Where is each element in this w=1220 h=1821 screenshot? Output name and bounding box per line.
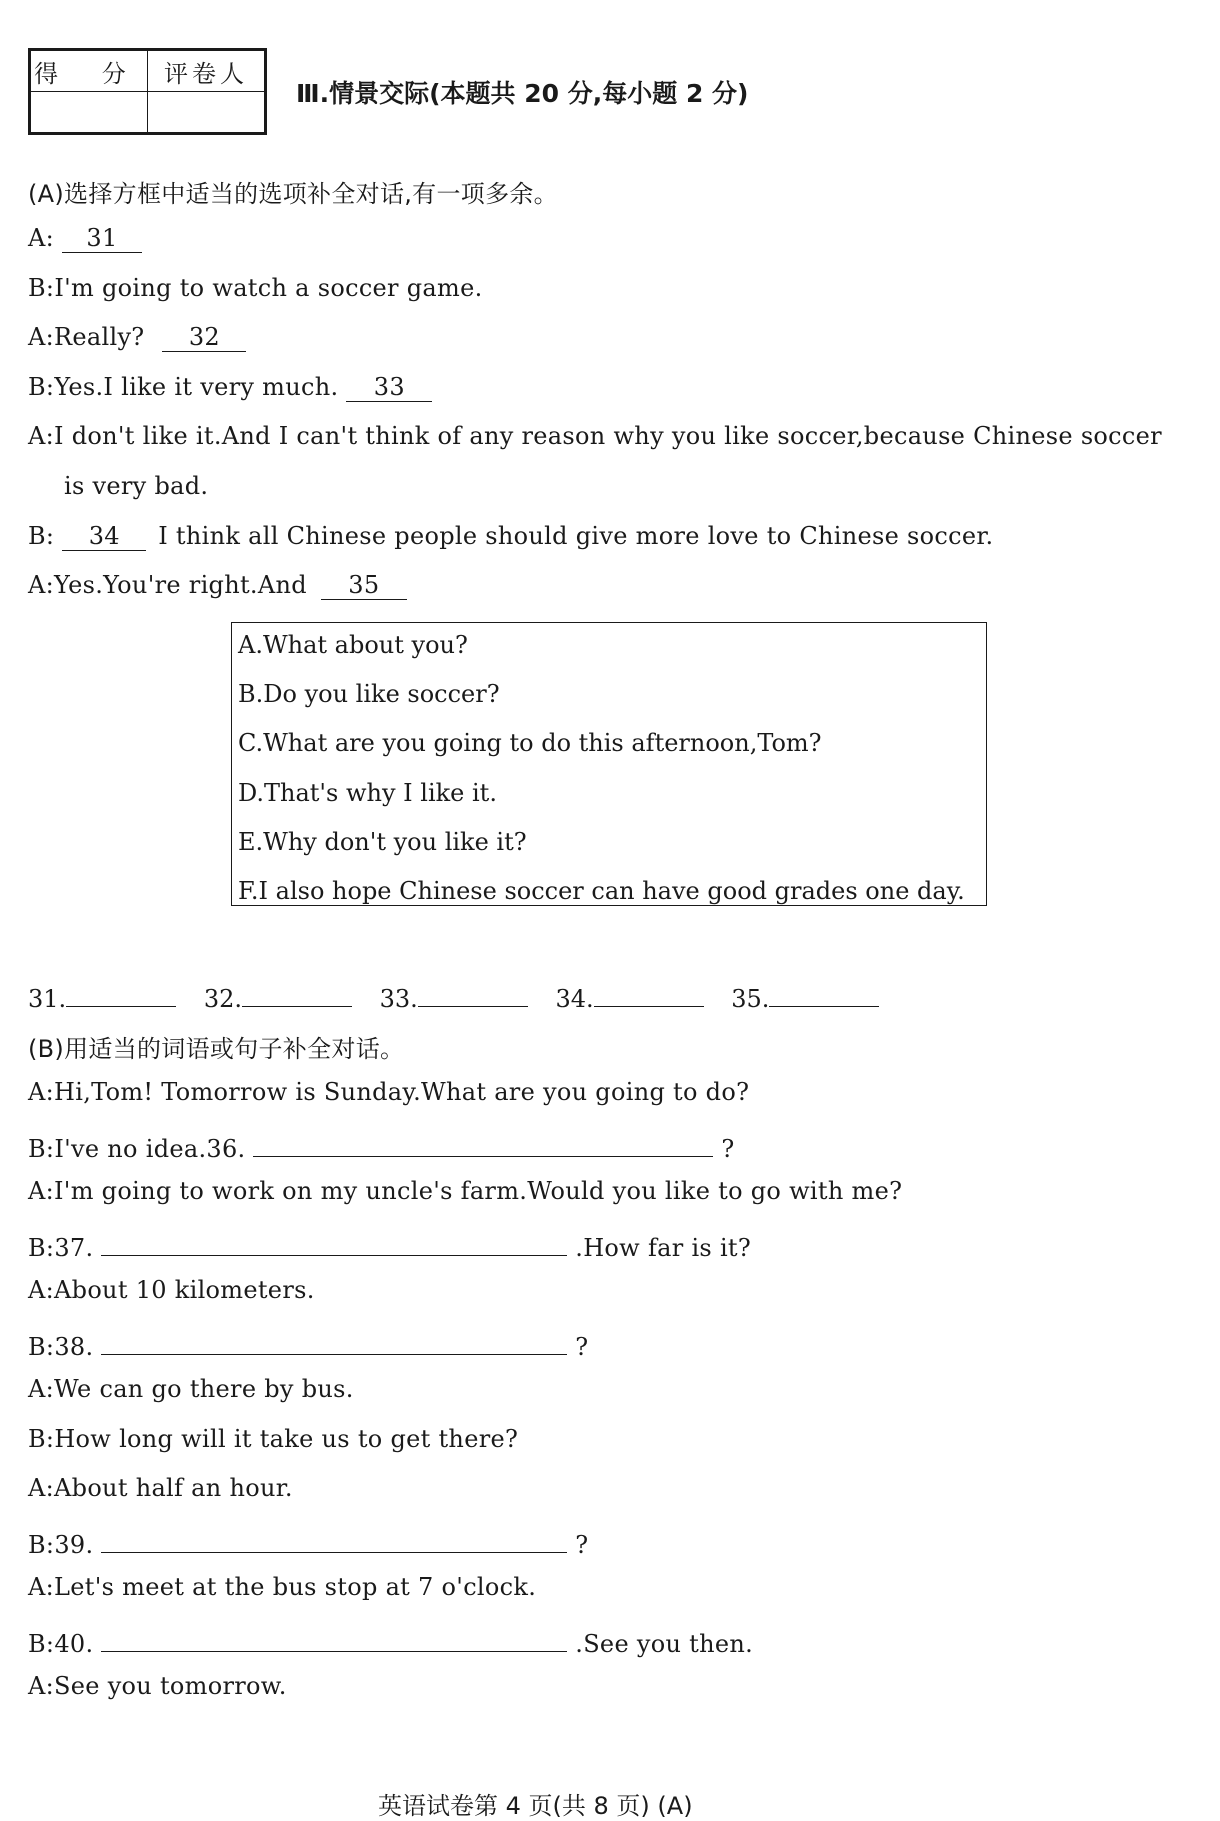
part-b-instruction: (B)用适当的词语或句子补全对话。 [28,1035,405,1063]
dialogue-text: .See you then. [575,1630,754,1658]
dialogue-line: A:About 10 kilometers. [28,1276,315,1304]
dialogue-line [28,1227,751,1262]
option-f: F.I also hope Chinese soccer can have good grades one day. [238,877,965,905]
answer-field-31[interactable] [66,980,176,1007]
answer-blank-34[interactable]: 34 [62,522,146,551]
dialogue-line: B:How long will it take us to get there? [28,1425,519,1453]
grader-label: 评卷人 [148,50,266,92]
answer-blank-40[interactable] [101,1623,567,1652]
score-table [28,48,267,135]
score-cell[interactable] [30,92,148,134]
dialogue-line [28,373,432,402]
option-b: B.Do you like soccer? [238,680,500,708]
speaker-prefix: B:40. [28,1630,94,1658]
option-d: D.That's why I like it. [238,779,497,807]
answer-item [731,980,879,1013]
dialogue-line [28,1326,588,1361]
answer-label: 35. [731,985,770,1013]
dialogue-line: A:I don't like it.And I can't think of any reason why you like soccer,because Chinese soccer [28,422,1162,450]
answer-label: 33. [379,985,418,1013]
answer-blank-36[interactable] [253,1128,713,1157]
speaker-prefix: B:38. [28,1333,94,1361]
speaker-prefix: A:Yes.You're right.And [28,571,307,599]
answer-field-35[interactable] [769,980,879,1007]
speaker-prefix: B:37. [28,1234,94,1262]
speaker-prefix: B: [28,522,55,550]
speaker-prefix: B:Yes.I like it very much. [28,373,339,401]
answer-blank-31[interactable]: 31 [62,224,142,253]
answer-label: 32. [203,985,242,1013]
dialogue-line [28,224,142,253]
page-footer: 英语试卷第 4 页(共 8 页) (A) [378,1792,693,1820]
dialogue-line [28,522,993,551]
answer-field-32[interactable] [242,980,352,1007]
dialogue-text: I think all Chinese people should give more love to Chinese soccer. [158,522,994,550]
options-box [231,622,987,906]
dialogue-line [28,1524,588,1559]
dialogue-text: ? [721,1135,735,1163]
dialogue-line [28,1128,735,1163]
speaker-prefix: B:I've no idea.36. [28,1135,246,1163]
dialogue-line-continued: is very bad. [64,472,209,500]
speaker-prefix: B:39. [28,1531,94,1559]
grader-cell[interactable] [148,92,266,134]
answer-blank-35[interactable]: 35 [321,571,407,600]
answer-item [380,980,528,1013]
dialogue-line: A:We can go there by bus. [28,1375,354,1403]
dialogue-line: A:Hi,Tom! Tomorrow is Sunday.What are you going to do? [28,1078,750,1106]
dialogue-line [28,571,407,600]
part-a-instruction: (A)选择方框中适当的选项补全对话,有一项多余。 [28,180,558,208]
option-c: C.What are you going to do this afternoon,Tom? [238,729,822,757]
answer-field-33[interactable] [418,980,528,1007]
answer-blank-38[interactable] [101,1326,567,1355]
option-e: E.Why don't you like it? [238,828,527,856]
speaker-prefix: A:Really? [28,323,145,351]
answer-row [28,980,899,1013]
answer-blank-39[interactable] [101,1524,567,1553]
answer-item [28,980,176,1013]
dialogue-line: B:I'm going to watch a soccer game. [28,274,483,302]
option-a: A.What about you? [238,631,468,659]
answer-label: 31. [28,985,67,1013]
answer-blank-32[interactable]: 32 [162,323,246,352]
score-label: 得 分 [30,50,148,92]
answer-item [555,980,703,1013]
answer-blank-37[interactable] [101,1227,567,1256]
answer-blank-33[interactable]: 33 [346,373,432,402]
answer-item [204,980,352,1013]
dialogue-line: A:See you tomorrow. [28,1672,287,1700]
section-title: Ⅲ.情景交际(本题共 20 分,每小题 2 分) [296,79,749,108]
speaker-prefix: A: [28,224,55,252]
dialogue-line [28,1623,753,1658]
answer-label: 34. [555,985,594,1013]
dialogue-line: A:I'm going to work on my uncle's farm.Would you like to go with me? [28,1177,903,1205]
dialogue-text: .How far is it? [575,1234,752,1262]
dialogue-line: A:Let's meet at the bus stop at 7 o'clock. [28,1573,537,1601]
answer-field-34[interactable] [594,980,704,1007]
dialogue-line: A:About half an hour. [28,1474,293,1502]
dialogue-line [28,323,246,352]
dialogue-text: ? [575,1333,589,1361]
dialogue-text: ? [575,1531,589,1559]
